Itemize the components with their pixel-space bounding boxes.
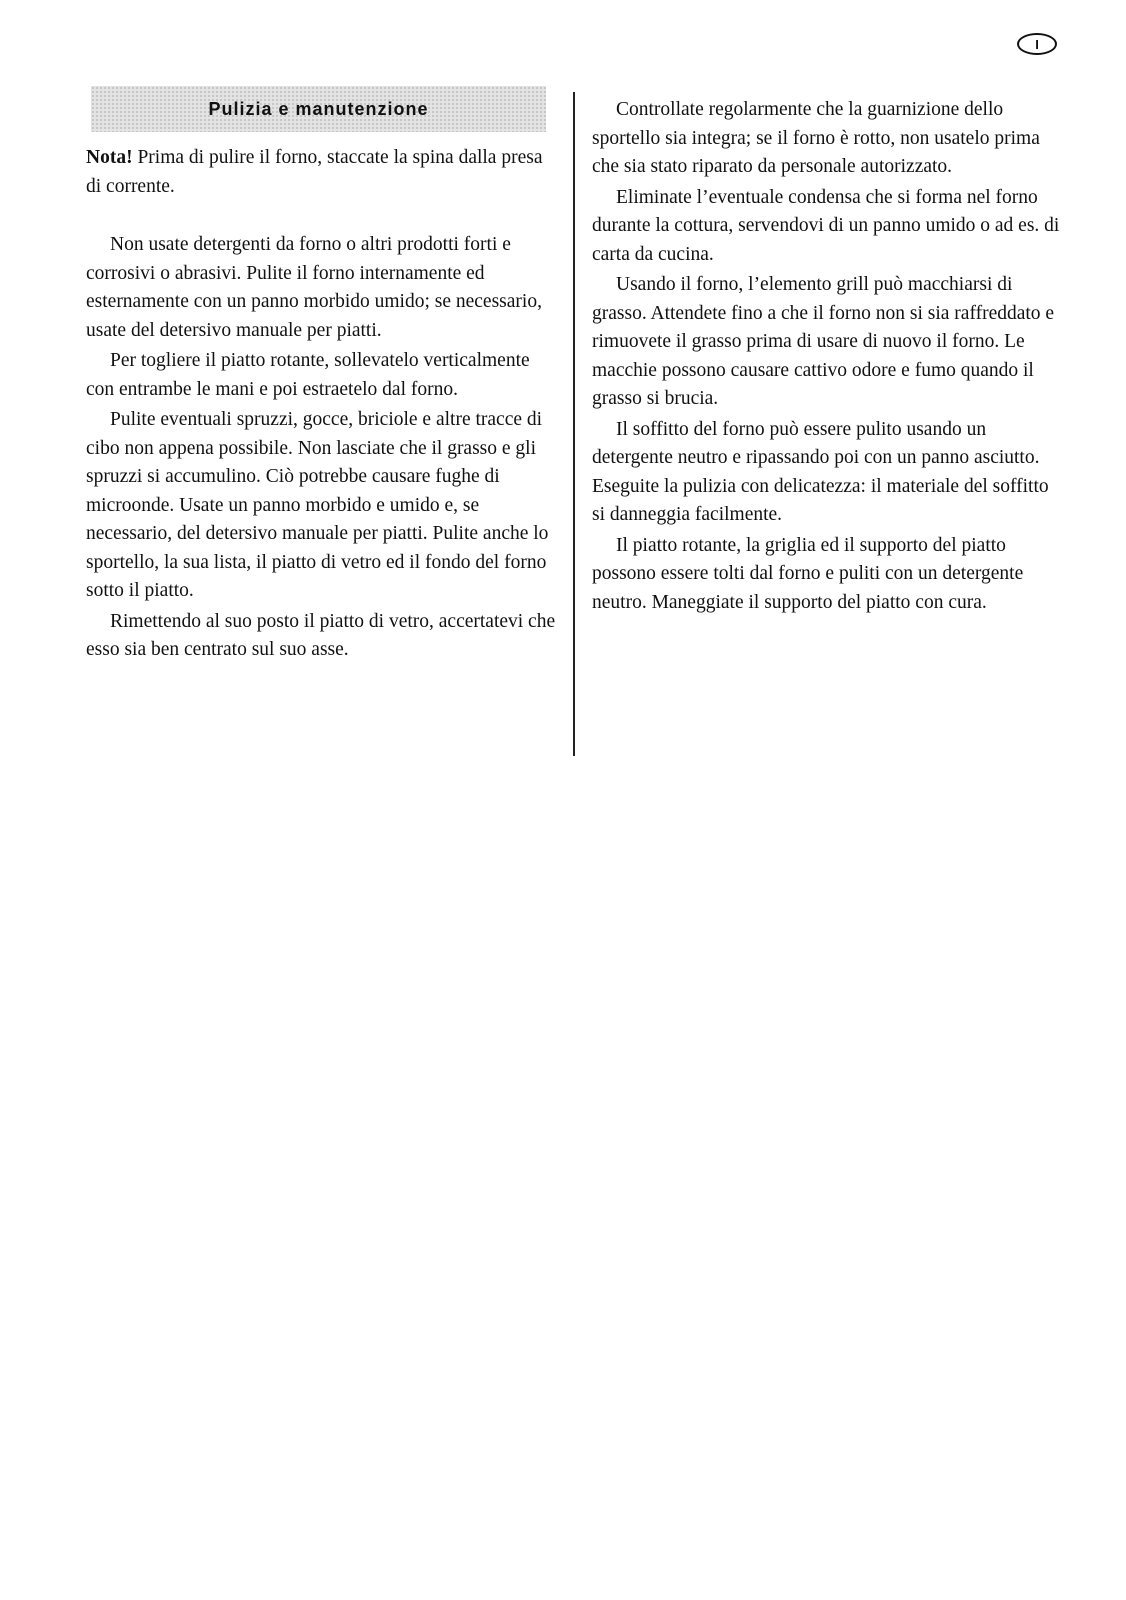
column-divider (573, 92, 575, 756)
left-paragraph-4: Rimettendo al suo posto il piatto di vetro, accertatevi che esso sia ben centrato sul suo asse. (86, 610, 556, 660)
note-label: Nota! (86, 147, 133, 168)
right-paragraph-3: Usando il forno, l’elemento grill può macchiarsi di grasso. Attendete fino a che il forno non si sia raffreddato e rimuovete il grasso prima di usare di nuovo il forno. Le macchie possono causare cattivo odore e fumo quando il grasso si brucia. (592, 274, 1055, 409)
left-paragraph-2: Per togliere il piatto rotante, sollevatelo verticalmente con entrambe le mani e poi estraetelo dal forno. (86, 350, 530, 400)
right-paragraph-5: Il piatto rotante, la griglia ed il supporto del piatto possono essere tolti dal forno e puliti con un detergente neutro. Maneggiate il supporto del piatto con cura. (592, 534, 1024, 613)
left-column (86, 86, 556, 667)
right-paragraph-2: Eliminate l’eventuale condensa che si forma nel forno durante la cottura, servendovi di un panno umido o ad es. di carta da cucina. (592, 186, 1060, 265)
language-badge: I (1017, 33, 1057, 55)
right-paragraph-4: Il soffitto del forno può essere pulito usando un detergente neutro e ripassando poi con un panno asciutto. Eseguite la pulizia con delicatezza: il materiale del soffitto si danneggia facilmente. (592, 418, 1049, 525)
left-paragraph-3: Pulite eventuali spruzzi, gocce, briciole e altre tracce di cibo non appena possibile. Non lasciate che il grasso e gli spruzzi si accumulino. Ciò potrebbe causare fughe di microonde. Usate un panno morbido e umido e, se necessario, del detersivo manuale per piatti. Pulite anche lo sportello, la sua lista, il piatto di vetro ed il fondo del forno sotto il piatto. (86, 409, 549, 601)
note-text: Prima di pulire il forno, staccate la spina dalla presa di corrente. (86, 147, 543, 197)
right-column (592, 96, 1062, 619)
note-paragraph (86, 144, 556, 201)
left-paragraph-1: Non usate detergenti da forno o altri prodotti forti e corrosivi o abrasivi. Pulite il forno internamente ed esternamente con un panno morbido umido; se necessario, usate del detersivo manuale per piatti. (86, 234, 542, 341)
right-paragraph-1: Controllate regolarmente che la guarnizione dello sportello sia integra; se il forno è rotto, non usatelo prima che sia stato riparato da personale autorizzato. (592, 99, 1040, 177)
section-title: Pulizia e manutenzione (91, 86, 546, 132)
